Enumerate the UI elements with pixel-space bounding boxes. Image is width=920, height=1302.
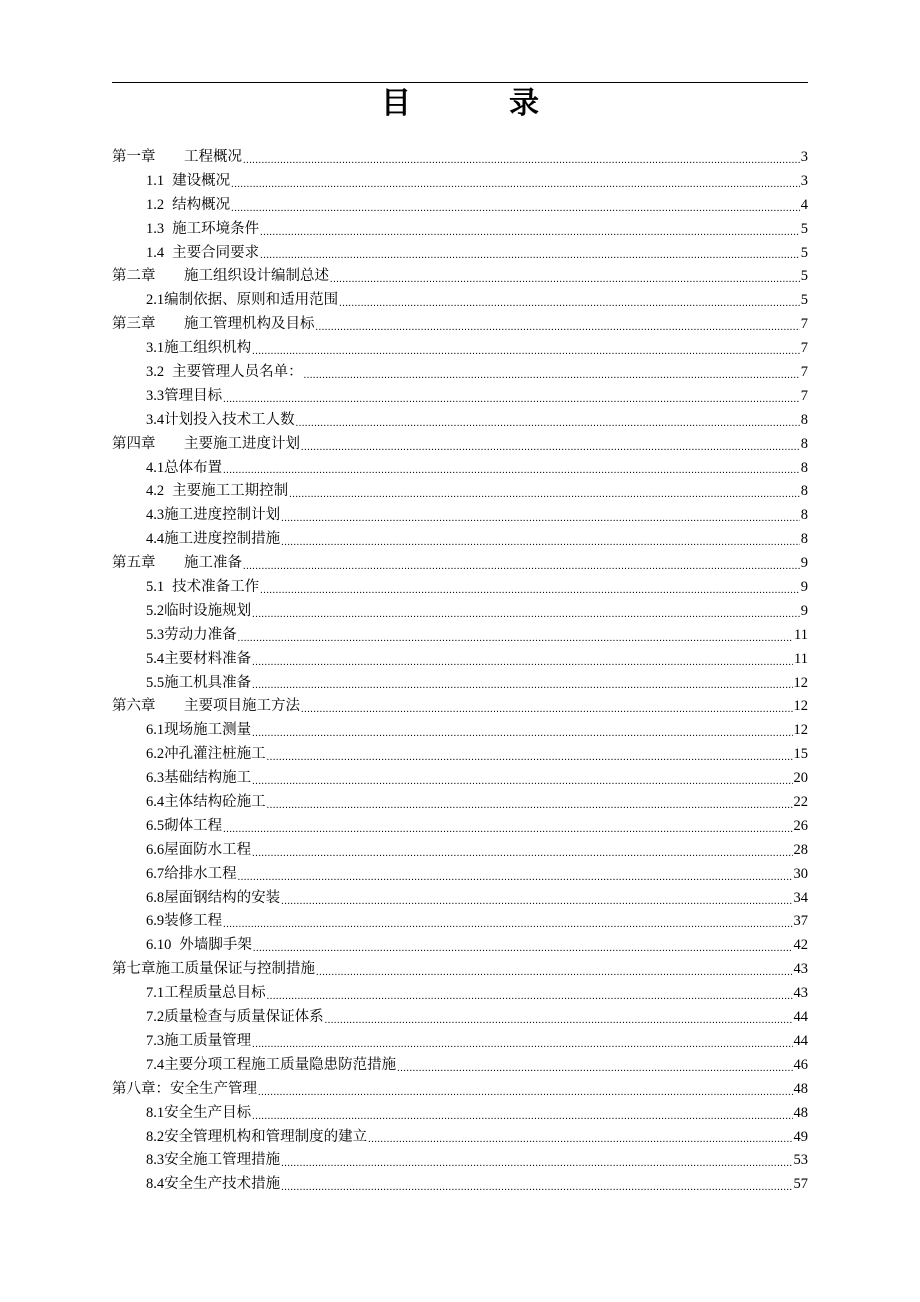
toc-entry-number: 第八章：: [112, 1080, 170, 1097]
toc-dot-leader: [243, 552, 800, 576]
toc-dot-leader: [223, 815, 792, 839]
toc-entry-label: [146, 910, 222, 934]
toc-entry-title: 施工机具准备: [164, 674, 252, 691]
toc-chapter-entry[interactable]: [112, 265, 808, 289]
toc-entry-number: 6.1: [146, 722, 165, 739]
toc-entry-label: [146, 242, 259, 266]
toc-entry-label: [146, 576, 259, 600]
toc-page-number: 8: [800, 435, 808, 452]
toc-dot-leader: [260, 218, 800, 242]
toc-dot-leader: [223, 457, 800, 481]
toc-section-entry[interactable]: [112, 743, 808, 767]
toc-entry-number: 3.1: [146, 340, 165, 357]
toc-section-entry[interactable]: [112, 982, 808, 1006]
toc-page-number: 11: [794, 626, 808, 643]
toc-page-number: 30: [793, 865, 808, 882]
toc-dot-leader: [252, 719, 792, 743]
toc-chapter-entry[interactable]: [112, 695, 808, 719]
toc-entry-title: 基础结构施工: [164, 770, 252, 787]
toc-entry-label: [112, 265, 329, 289]
toc-section-entry[interactable]: [112, 409, 808, 433]
toc-entry-label: [146, 1126, 367, 1150]
toc-page-number: 5: [800, 220, 808, 237]
toc-entry-label: [146, 982, 266, 1006]
toc-entry-title: 主要材料准备: [164, 650, 252, 667]
toc-entry-number: 8.2: [146, 1128, 165, 1145]
toc-dot-leader: [252, 767, 792, 791]
toc-page-number: 53: [793, 1152, 808, 1169]
toc-page-number: 9: [800, 602, 808, 619]
toc-entry-number: 6.7: [146, 865, 165, 882]
toc-section-entry[interactable]: [112, 1054, 808, 1078]
toc-section-entry[interactable]: [112, 624, 808, 648]
toc-dot-leader: [316, 958, 793, 982]
toc-dot-leader: [267, 982, 793, 1006]
toc-dot-leader: [252, 337, 800, 361]
toc-entry-title: 编制依据、原则和适用范围: [164, 292, 339, 309]
toc-section-entry[interactable]: [112, 934, 808, 958]
toc-entry-title: 工程概况: [184, 148, 242, 165]
toc-dot-leader: [301, 695, 793, 719]
toc-entry-number: 3.3: [146, 387, 165, 404]
toc-entry-title: 劳动力准备: [164, 626, 237, 643]
toc-entry-title: 施工环境条件: [172, 220, 260, 237]
toc-entry-title: 结构概况: [172, 196, 231, 213]
toc-entry-title: 施工质量管理: [164, 1032, 252, 1049]
toc-entry-number: 1.2: [146, 196, 165, 213]
toc-entry-number: 4.3: [146, 507, 165, 524]
toc-entry-number: 6.4: [146, 794, 165, 811]
toc-page-number: 42: [793, 937, 808, 954]
toc-page-number: 12: [793, 698, 808, 715]
toc-entry-title: 施工准备: [184, 555, 242, 572]
toc-page-number: 8: [800, 531, 808, 548]
toc-dot-leader: [316, 313, 800, 337]
toc-section-entry[interactable]: [112, 528, 808, 552]
toc-entry-label: [146, 385, 222, 409]
toc-entry-title: 质量检查与质量保证体系: [164, 1009, 324, 1026]
toc-entry-label: [146, 791, 266, 815]
toc-entry-title: 安全管理机构和管理制度的建立: [164, 1128, 368, 1145]
header-rule: [112, 82, 808, 83]
toc-entry-title: 安全生产管理: [170, 1080, 257, 1097]
toc-entry-number: 5.5: [146, 674, 165, 691]
toc-entry-title: 安全生产目标: [164, 1104, 252, 1121]
toc-entry-label: [146, 480, 288, 504]
toc-page-number: 4: [800, 196, 808, 213]
toc-entry-label: [146, 170, 230, 194]
toc-section-entry[interactable]: [112, 289, 808, 313]
toc-dot-leader: [397, 1054, 792, 1078]
toc-entry-number: 第六章: [112, 698, 156, 715]
toc-dot-leader: [252, 648, 793, 672]
toc-entry-label: [146, 887, 280, 911]
toc-entry-title: 施工进度控制措施: [164, 531, 281, 548]
toc-entry-title: 施工管理机构及目标: [184, 316, 315, 333]
toc-entry-label: [146, 1173, 280, 1197]
toc-entry-number: 1.4: [146, 244, 165, 261]
toc-entry-number: 第一章: [112, 148, 156, 165]
toc-entry-number: 4.4: [146, 531, 165, 548]
toc-page-number: 49: [793, 1128, 808, 1145]
toc-section-entry[interactable]: [112, 719, 808, 743]
toc-section-entry[interactable]: [112, 648, 808, 672]
toc-entry-number: 7.4: [146, 1056, 165, 1073]
toc-dot-leader: [339, 289, 800, 313]
toc-entry-label: [146, 839, 251, 863]
toc-chapter-entry[interactable]: [112, 313, 808, 337]
toc-entry-number: 4.2: [146, 483, 165, 500]
toc-entry-label: [112, 146, 242, 170]
toc-entry-title: 主要合同要求: [172, 244, 260, 261]
toc-dot-leader: [260, 576, 800, 600]
toc-page-number: 20: [793, 770, 808, 787]
toc-section-entry[interactable]: [112, 911, 808, 935]
toc-dot-leader: [368, 1126, 792, 1150]
toc-chapter-entry[interactable]: [112, 958, 808, 982]
toc-dot-leader: [238, 863, 793, 887]
toc-entry-number: 5.2: [146, 602, 165, 619]
toc-section-entry[interactable]: [112, 218, 808, 242]
toc-dot-leader: [223, 385, 800, 409]
toc-entry-title: 主要分项工程施工质量隐患防范措施: [164, 1056, 397, 1073]
toc-dot-leader: [252, 839, 792, 863]
toc-dot-leader: [223, 911, 792, 935]
toc-entry-label: [146, 1054, 396, 1078]
toc-dot-leader: [301, 433, 800, 457]
toc-entry-number: 6.2: [146, 746, 165, 763]
toc-entry-number: 7.2: [146, 1009, 165, 1026]
toc-section-entry[interactable]: [112, 576, 808, 600]
toc-page-number: 8: [800, 459, 808, 476]
toc-entry-title: 施工组织设计编制总述: [184, 268, 329, 285]
table-of-contents: [112, 146, 808, 1197]
toc-dot-leader: [252, 672, 792, 696]
toc-page-number: 5: [800, 244, 808, 261]
toc-dot-leader: [252, 600, 800, 624]
toc-entry-number: 第三章: [112, 316, 156, 333]
toc-entry-label: [112, 695, 300, 719]
toc-dot-leader: [281, 504, 800, 528]
toc-page-number: 15: [793, 746, 808, 763]
toc-page-number: 22: [793, 794, 808, 811]
toc-entry-number: 2.1: [146, 292, 165, 309]
toc-page-number: 28: [793, 841, 808, 858]
toc-dot-leader: [260, 242, 800, 266]
toc-page-number: 44: [793, 1032, 808, 1049]
toc-entry-number: 6.6: [146, 841, 165, 858]
toc-entry-label: [112, 313, 315, 337]
toc-entry-label: [112, 552, 242, 576]
toc-entry-label: [146, 767, 251, 791]
toc-section-entry[interactable]: [112, 767, 808, 791]
toc-entry-title: 屋面防水工程: [164, 841, 252, 858]
toc-page-number: 5: [800, 268, 808, 285]
toc-chapter-entry[interactable]: [112, 1078, 808, 1102]
toc-page-number: 43: [793, 961, 808, 978]
toc-entry-label: [112, 958, 315, 982]
toc-dot-leader: [281, 1173, 792, 1197]
toc-section-entry[interactable]: [112, 242, 808, 266]
toc-entry-number: 8.3: [146, 1152, 165, 1169]
toc-dot-leader: [281, 887, 792, 911]
toc-section-entry[interactable]: [112, 672, 808, 696]
toc-section-entry[interactable]: [112, 480, 808, 504]
toc-dot-leader: [267, 743, 793, 767]
toc-dot-leader: [243, 146, 800, 170]
toc-dot-leader: [281, 1149, 792, 1173]
toc-entry-number: 5.1: [146, 579, 165, 596]
toc-entry-label: [146, 1030, 251, 1054]
toc-entry-title: 安全施工管理措施: [164, 1152, 281, 1169]
toc-entry-number: 7.1: [146, 985, 165, 1002]
toc-dot-leader: [252, 1030, 792, 1054]
toc-page-number: 46: [793, 1056, 808, 1073]
toc-dot-leader: [258, 1078, 793, 1102]
toc-page-number: 8: [800, 483, 808, 500]
toc-entry-number: 6.8: [146, 889, 165, 906]
toc-section-entry[interactable]: [112, 863, 808, 887]
toc-entry-number: 第二章: [112, 268, 156, 285]
toc-entry-label: [146, 624, 237, 648]
toc-entry-number: 第七章: [112, 961, 156, 978]
toc-entry-label: [146, 1102, 251, 1126]
toc-entry-title: 施工质量保证与控制措施: [155, 961, 315, 978]
toc-section-entry[interactable]: [112, 791, 808, 815]
toc-section-entry[interactable]: [112, 504, 808, 528]
toc-page-number: 3: [800, 172, 808, 189]
toc-entry-number: 3.2: [146, 364, 165, 380]
toc-page-number: 57: [793, 1176, 808, 1193]
toc-dot-leader: [289, 480, 800, 504]
toc-page-number: 48: [793, 1104, 808, 1121]
toc-page-number: 3: [800, 148, 808, 165]
toc-entry-number: 5.4: [146, 650, 165, 667]
toc-entry-title: 建设概况: [172, 172, 231, 189]
toc-chapter-entry[interactable]: [112, 552, 808, 576]
toc-section-entry[interactable]: [112, 887, 808, 911]
toc-page-number: 26: [793, 817, 808, 834]
toc-chapter-entry[interactable]: [112, 146, 808, 170]
toc-dot-leader: [231, 170, 800, 194]
toc-entry-number: 6.3: [146, 770, 165, 787]
toc-section-entry[interactable]: [112, 1030, 808, 1054]
toc-entry-label: [146, 934, 252, 958]
toc-section-entry[interactable]: [112, 1149, 808, 1173]
toc-entry-number: 3.4: [146, 411, 165, 428]
toc-section-entry[interactable]: [112, 600, 808, 624]
toc-entry-number: 4.1: [146, 459, 165, 476]
toc-entry-label: [146, 743, 266, 767]
toc-section-entry[interactable]: [112, 1126, 808, 1150]
toc-entry-label: [146, 815, 222, 839]
toc-section-entry[interactable]: [112, 1102, 808, 1126]
toc-section-entry[interactable]: [112, 839, 808, 863]
toc-page-number: 8: [800, 507, 808, 524]
toc-entry-title: 砌体工程: [164, 817, 223, 834]
toc-section-entry[interactable]: [112, 337, 808, 361]
toc-dot-leader: [231, 194, 800, 218]
toc-entry-label: [146, 504, 280, 528]
toc-entry-title: 主要施工工期控制: [172, 483, 289, 500]
toc-entry-title: 主要项目施工方法: [184, 698, 300, 715]
toc-page-number: 7: [800, 340, 808, 357]
toc-chapter-entry[interactable]: [112, 433, 808, 457]
toc-dot-leader: [304, 361, 800, 385]
toc-entry-label: [112, 1078, 257, 1102]
toc-entry-label: [146, 194, 230, 218]
toc-entry-title: 装修工程: [164, 913, 223, 930]
toc-entry-title: 现场施工测量: [164, 722, 252, 739]
toc-entry-label: [146, 409, 295, 433]
toc-entry-label: [146, 289, 338, 313]
toc-page-number: 12: [793, 674, 808, 691]
toc-dot-leader: [267, 791, 793, 815]
toc-entry-number: 1.3: [146, 220, 165, 237]
toc-entry-number: 5.3: [146, 626, 165, 643]
toc-entry-number: 7.3: [146, 1032, 165, 1049]
toc-page-number: 44: [793, 1009, 808, 1026]
toc-entry-title: 给排水工程: [164, 865, 237, 882]
toc-entry-title: 主要管理人员名单：: [172, 364, 303, 380]
toc-entry-label: [146, 1006, 324, 1030]
toc-entry-label: [146, 457, 222, 481]
toc-entry-label: [146, 337, 251, 361]
toc-entry-title: 技术准备工作: [172, 579, 260, 596]
toc-section-entry[interactable]: [112, 361, 808, 385]
toc-entry-title: 施工组织机构: [164, 340, 252, 357]
toc-entry-title: 管理目标: [164, 387, 223, 404]
toc-page-number: 12: [793, 722, 808, 739]
toc-page-number: 9: [800, 579, 808, 596]
toc-page-number: 7: [800, 316, 808, 333]
toc-entry-title: 主要施工进度计划: [184, 435, 300, 452]
toc-entry-label: [146, 528, 280, 552]
toc-entry-label: [146, 648, 251, 672]
toc-entry-number: 第四章: [112, 435, 156, 452]
toc-entry-title: 总体布置: [164, 459, 223, 476]
toc-page-number: 7: [800, 387, 808, 404]
toc-dot-leader: [252, 1102, 792, 1126]
toc-page-number: 8: [800, 411, 808, 428]
page-title: 目 录: [381, 86, 573, 121]
toc-page-number: 11: [794, 650, 808, 667]
toc-entry-label: [112, 433, 300, 457]
toc-page-number: 43: [793, 985, 808, 1002]
toc-section-entry[interactable]: [112, 457, 808, 481]
toc-page-number: 34: [793, 889, 808, 906]
toc-dot-leader: [253, 934, 793, 958]
toc-entry-number: 6.5: [146, 817, 165, 834]
toc-entry-label: [146, 218, 259, 242]
toc-entry-label: [146, 863, 237, 887]
toc-entry-title: 主体结构砼施工: [164, 794, 266, 811]
toc-dot-leader: [330, 265, 800, 289]
toc-entry-label: [146, 719, 251, 743]
toc-section-entry[interactable]: [112, 1006, 808, 1030]
toc-entry-label: [146, 672, 251, 696]
toc-entry-number: 6.9: [146, 913, 165, 930]
toc-page-number: 9: [800, 555, 808, 572]
toc-entry-number: 8.4: [146, 1176, 165, 1193]
toc-entry-label: [146, 1149, 280, 1173]
toc-page-number: 5: [800, 292, 808, 309]
toc-entry-number: 6.10: [146, 937, 172, 954]
toc-page-number: 37: [793, 913, 808, 930]
toc-section-entry[interactable]: [112, 385, 808, 409]
toc-entry-number: 第五章: [112, 555, 156, 572]
toc-dot-leader: [238, 624, 793, 648]
toc-section-entry[interactable]: [112, 170, 808, 194]
toc-entry-title: 施工进度控制计划: [164, 507, 281, 524]
toc-dot-leader: [325, 1006, 793, 1030]
toc-entry-title: 临时设施规划: [164, 602, 252, 619]
toc-section-entry[interactable]: [112, 815, 808, 839]
toc-page-number: 48: [793, 1080, 808, 1097]
toc-entry-title: 工程质量总目标: [164, 985, 266, 1002]
toc-entry-label: [146, 600, 251, 624]
toc-section-entry[interactable]: [112, 1173, 808, 1197]
toc-entry-label: [146, 361, 303, 385]
toc-section-entry[interactable]: [112, 194, 808, 218]
toc-dot-leader: [296, 409, 800, 433]
toc-entry-title: 外墙脚手架: [179, 937, 252, 954]
toc-entry-title: 冲孔灌注桩施工: [164, 746, 266, 763]
toc-entry-number: 1.1: [146, 172, 165, 189]
toc-entry-number: 8.1: [146, 1104, 165, 1121]
toc-page-number: 7: [800, 364, 808, 380]
toc-entry-title: 安全生产技术措施: [164, 1176, 281, 1193]
toc-entry-title: 屋面钢结构的安装: [164, 889, 281, 906]
toc-dot-leader: [281, 528, 800, 552]
toc-entry-title: 计划投入技术工人数: [164, 411, 295, 428]
